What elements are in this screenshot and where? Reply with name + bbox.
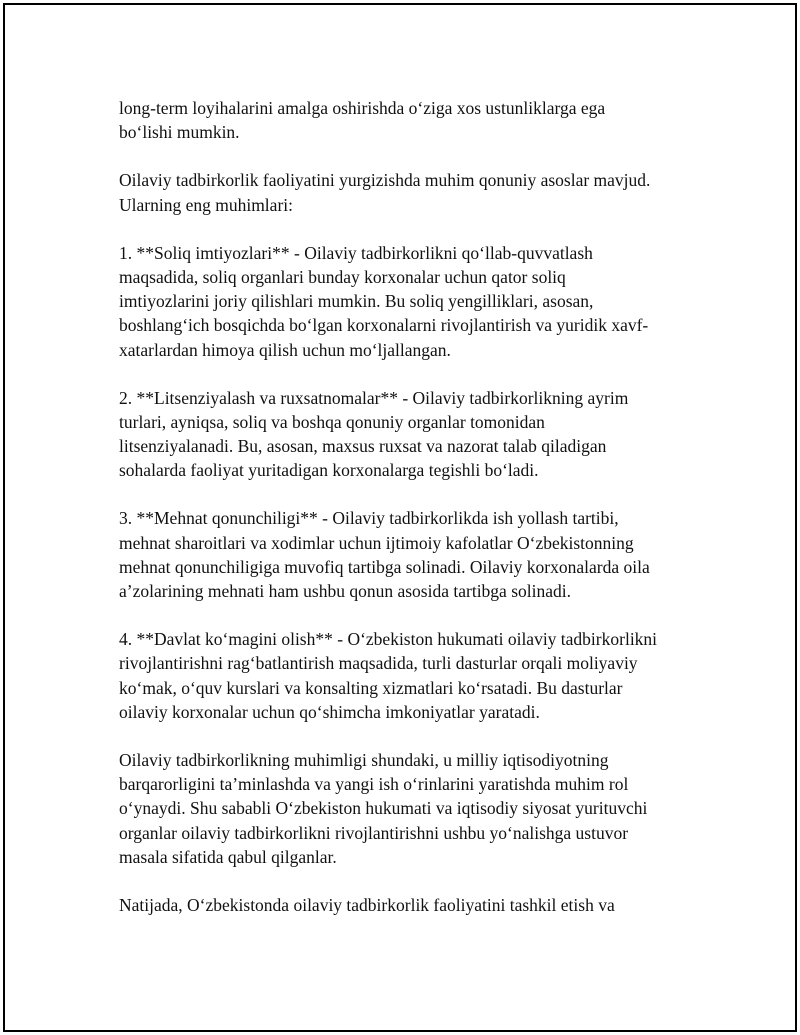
- text-line: 2. **Litsenziyalash va ruxsatnomalar** - Oilaviy tadbirkorlikning ayrim: [119, 387, 629, 408]
- list-item-state-support: [119, 627, 699, 724]
- text-line: Natijada, O‘zbekistonda oilaviy tadbirkorlik faoliyatini tashkil etish va: [119, 894, 615, 915]
- text-line: imtiyozlarini joriy qilishlari mumkin. Bu soliq yengilliklari, asosan,: [119, 291, 594, 312]
- paragraph-legal-basis-intro: [119, 168, 699, 216]
- text-line: ko‘mak, o‘quv kurslari va konsalting xizmatlari ko‘rsatadi. Bu dasturlar: [119, 677, 623, 698]
- text-line: a’zolarining mehnati ham ushbu qonun asosida tartibga solinadi.: [119, 581, 571, 601]
- document-body: [119, 96, 699, 941]
- text-line: 1. **Soliq imtiyozlari** - Oilaviy tadbirkorlikni qo‘llab-quvvatlash: [119, 242, 593, 263]
- text-line: o‘ynaydi. Shu sababli O‘zbekiston hukumati va iqtisodiy siyosat yurituvchi: [119, 798, 648, 819]
- text-line: mehnat qonunchiligiga muvofiq tartibga solinadi. Oilaviy korxonalarda oila: [119, 556, 650, 577]
- paragraph-conclusion: [119, 893, 699, 917]
- text-line: rivojlantirishni rag‘batlantirish maqsadida, turli dasturlar orqali moliyaviy: [119, 653, 638, 674]
- text-line: Oilaviy tadbirkorlikning muhimligi shundaki, u milliy iqtisodiyotning: [119, 749, 609, 770]
- text-line: mehnat sharoitlari va xodimlar uchun ijtimoiy kafolatlar O‘zbekistonning: [119, 532, 634, 553]
- list-item-licensing: [119, 386, 699, 483]
- paragraph-importance: [119, 748, 699, 869]
- list-item-labor-law: [119, 506, 699, 603]
- text-line: xatarlardan himoya qilish uchun mo‘ljallangan.: [119, 339, 451, 360]
- text-line: turlari, ayniqsa, soliq va boshqa qonuniy organlar tomonidan: [119, 411, 545, 432]
- list-item-tax-benefits: [119, 241, 699, 362]
- text-line: organlar oilaviy tadbirkorlikni rivojlantirishni ushbu yo‘nalishga ustuvor: [119, 822, 629, 843]
- text-line: Ularning eng muhimlari:: [119, 194, 293, 215]
- text-line: long-term loyihalarini amalga oshirishda o‘ziga xos ustunliklarga ega: [119, 98, 606, 118]
- text-line: barqarorligini ta’minlashda va yangi ish o‘rinlarini yaratishda muhim rol: [119, 774, 629, 795]
- paragraph-continuation: [119, 96, 699, 144]
- text-line: 4. **Davlat ko‘magini olish** - O‘zbekiston hukumati oilaviy tadbirkorlikni: [119, 629, 658, 650]
- text-line: sohalarda faoliyat yuritadigan korxonalarga tegishli bo‘ladi.: [119, 460, 539, 481]
- text-line: bo‘lishi mumkin.: [119, 122, 240, 143]
- text-line: Oilaviy tadbirkorlik faoliyatini yurgizishda muhim qonuniy asoslar mavjud.: [119, 170, 651, 191]
- text-line: masala sifatida qabul qilganlar.: [119, 846, 337, 867]
- text-line: boshlang‘ich bosqichda bo‘lgan korxonalarni rivojlantirish va yuridik xavf-: [119, 315, 649, 336]
- page-frame: [3, 3, 797, 1032]
- text-line: litsenziyalanadi. Bu, asosan, maxsus ruxsat va nazorat talab qiladigan: [119, 436, 607, 457]
- text-line: oilaviy korxonalar uchun qo‘shimcha imkoniyatlar yaratadi.: [119, 701, 540, 722]
- text-line: maqsadida, soliq organlari bunday korxonalar uchun qator soliq: [119, 266, 566, 287]
- text-line: 3. **Mehnat qonunchiligi** - Oilaviy tadbirkorlikda ish yollash tartibi,: [119, 508, 619, 529]
